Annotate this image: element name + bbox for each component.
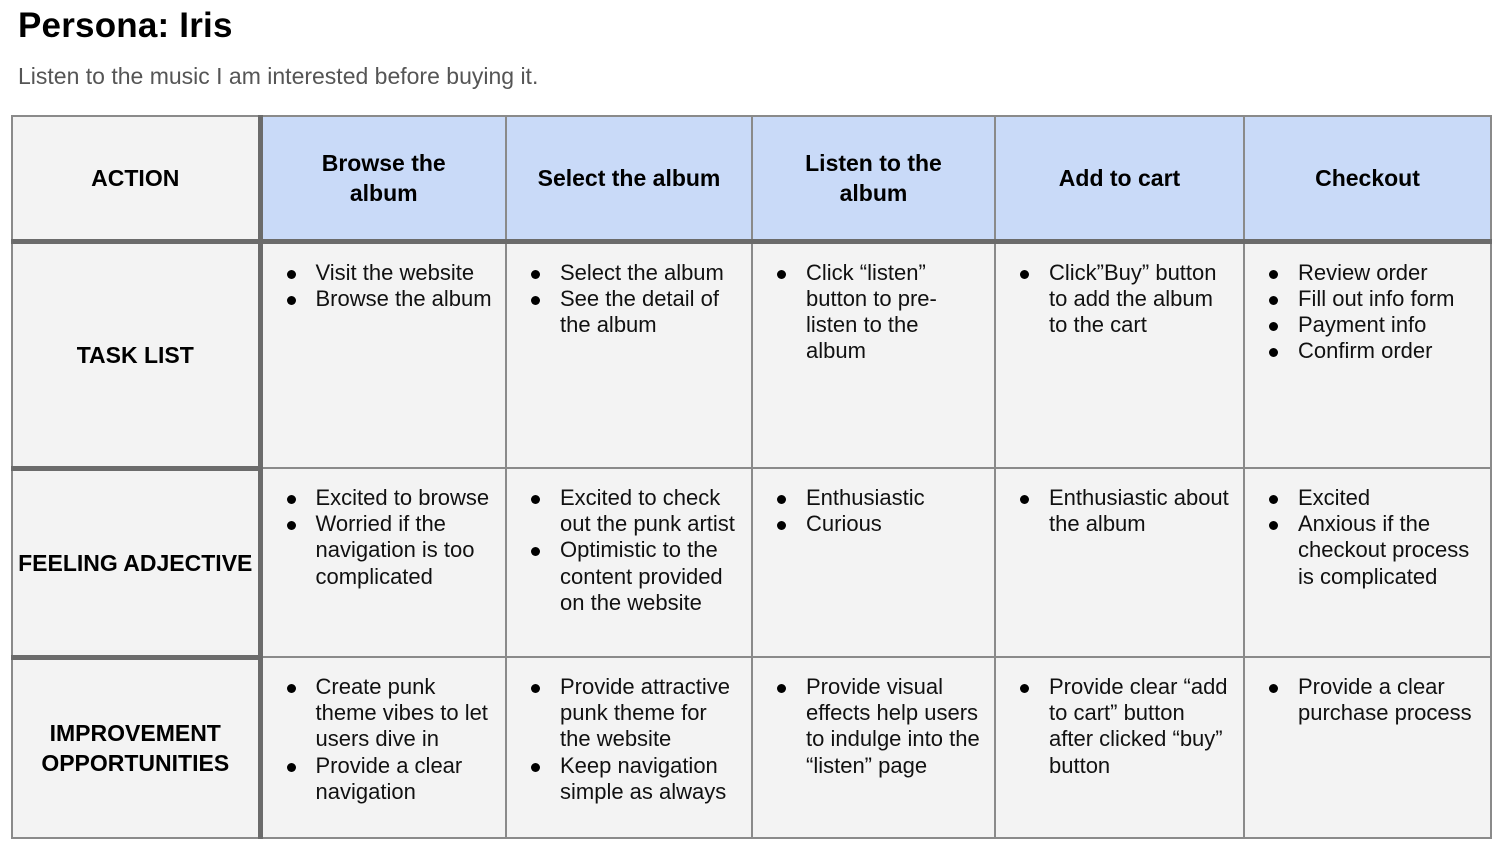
list-item: Payment info xyxy=(1298,312,1480,338)
improvement-cell-select xyxy=(506,657,752,838)
task-cell-listen xyxy=(752,241,995,468)
bullet-list xyxy=(1245,658,1490,726)
list-item: Visit the website xyxy=(316,260,496,286)
improvement-cell-listen xyxy=(752,657,995,838)
list-item: Review order xyxy=(1298,260,1480,286)
feeling-cell-add-to-cart xyxy=(995,468,1244,657)
bullet-list xyxy=(753,469,994,537)
feeling-row xyxy=(12,468,1491,657)
column-header-add-to-cart: Add to cart xyxy=(995,116,1244,241)
list-item: Keep navigation simple as always xyxy=(560,753,741,805)
bullet-list xyxy=(996,658,1243,779)
list-item: Excited xyxy=(1298,485,1480,511)
task-list-row xyxy=(12,241,1491,468)
header-row xyxy=(12,116,1491,241)
journey-map-table xyxy=(11,115,1492,839)
list-item: Click”Buy” button to add the album to the cart xyxy=(1049,260,1233,339)
list-item: Create punk theme vibes to let users dive in xyxy=(316,674,496,753)
list-item: Fill out info form xyxy=(1298,286,1480,312)
column-header-listen: Listen to the album xyxy=(752,116,995,241)
list-item: Provide a clear navigation xyxy=(316,753,496,805)
list-item: Enthusiastic about the album xyxy=(1049,485,1233,537)
list-item: Provide visual effects help users to indulge into the “listen” page xyxy=(806,674,984,779)
list-item: Excited to browse xyxy=(316,485,496,511)
list-item: Curious xyxy=(806,511,984,537)
improvement-row xyxy=(12,657,1491,838)
column-header-browse: Browse the album xyxy=(260,116,506,241)
task-cell-checkout xyxy=(1244,241,1491,468)
row-label-improvement: IMPROVEMENT OPPORTUNITIES xyxy=(12,657,260,838)
list-item: Excited to check out the punk artist xyxy=(560,485,741,537)
feeling-cell-listen xyxy=(752,468,995,657)
list-item: See the detail of the album xyxy=(560,286,741,338)
improvement-cell-browse xyxy=(260,657,506,838)
feeling-cell-browse xyxy=(260,468,506,657)
list-item: Worried if the navigation is too complicated xyxy=(316,511,496,590)
list-item: Provide a clear purchase process xyxy=(1298,674,1480,726)
improvement-cell-checkout xyxy=(1244,657,1491,838)
bullet-list xyxy=(753,244,994,365)
improvement-cell-add-to-cart xyxy=(995,657,1244,838)
list-item: Click “listen” button to pre-listen to the album xyxy=(806,260,984,365)
bullet-list xyxy=(507,469,751,616)
bullet-list xyxy=(1245,469,1490,590)
corner-label: ACTION xyxy=(12,116,260,241)
list-item: Provide attractive punk theme for the website xyxy=(560,674,741,753)
list-item: Anxious if the checkout process is complicated xyxy=(1298,511,1480,590)
list-item: Optimistic to the content provided on the website xyxy=(560,537,741,616)
row-label-task-list: TASK LIST xyxy=(12,241,260,468)
bullet-list xyxy=(753,658,994,779)
bullet-list xyxy=(996,244,1243,339)
task-cell-select xyxy=(506,241,752,468)
list-item: Browse the album xyxy=(316,286,496,312)
column-header-checkout: Checkout xyxy=(1244,116,1491,241)
bullet-list xyxy=(263,658,506,805)
bullet-list xyxy=(263,469,506,590)
list-item: Confirm order xyxy=(1298,338,1480,364)
bullet-list xyxy=(507,658,751,805)
list-item: Provide clear “add to cart” button after clicked “buy” button xyxy=(1049,674,1233,779)
feeling-cell-checkout xyxy=(1244,468,1491,657)
column-header-select: Select the album xyxy=(506,116,752,241)
page-title: Persona: Iris xyxy=(18,6,233,45)
task-cell-add-to-cart xyxy=(995,241,1244,468)
bullet-list xyxy=(1245,244,1490,365)
task-cell-browse xyxy=(260,241,506,468)
bullet-list xyxy=(507,244,751,339)
list-item: Enthusiastic xyxy=(806,485,984,511)
page-subtitle: Listen to the music I am interested before buying it. xyxy=(18,63,539,89)
feeling-cell-select xyxy=(506,468,752,657)
bullet-list xyxy=(263,244,506,312)
row-label-feeling: FEELING ADJECTIVE xyxy=(12,468,260,657)
list-item: Select the album xyxy=(560,260,741,286)
bullet-list xyxy=(996,469,1243,537)
